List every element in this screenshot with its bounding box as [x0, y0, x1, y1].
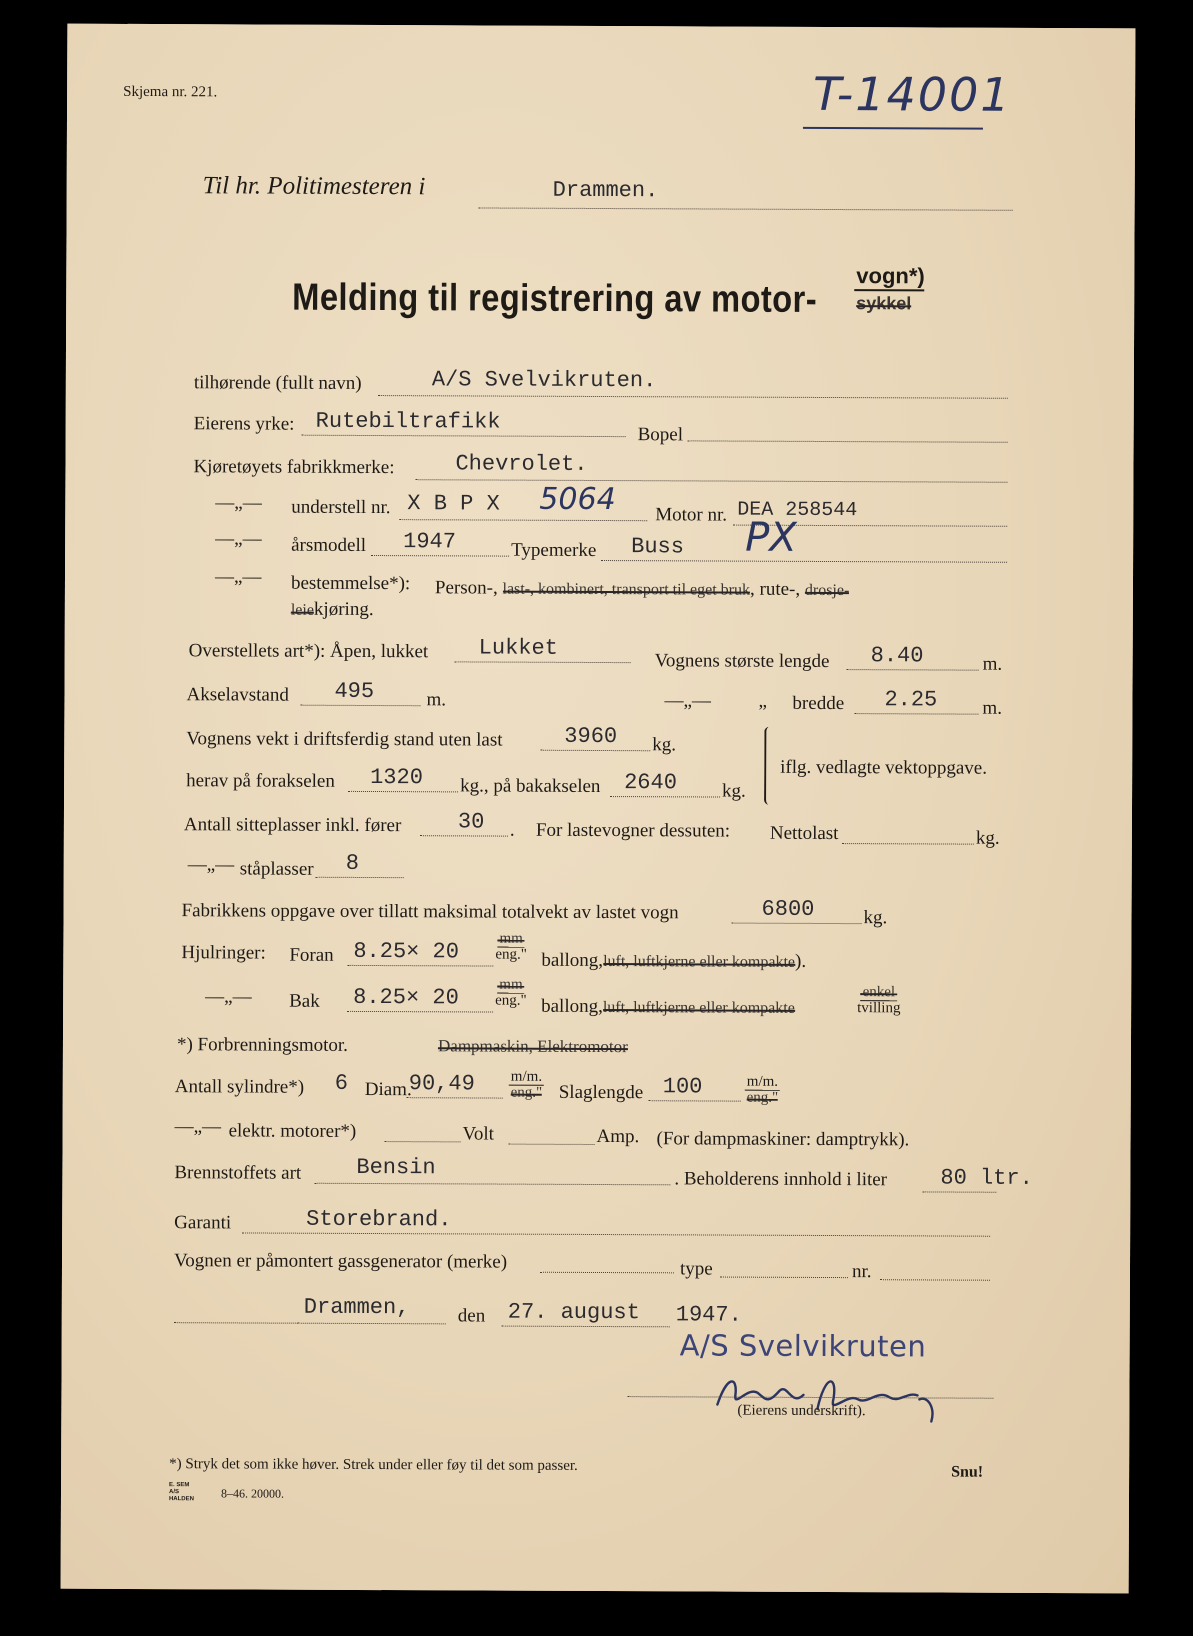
width-quote: „ [758, 690, 767, 712]
signature-den: den [457, 1305, 486, 1327]
steam-label: (For dampmaskiner: damptrykk). [656, 1128, 910, 1151]
diameter-label: Diam. [364, 1078, 412, 1101]
type-handwritten: PX [745, 514, 797, 561]
owner-name-label: tilhørende (fullt navn) [193, 372, 362, 394]
tires-rear-balloon: ballong,luft, luftkjerne eller kompakte [541, 995, 795, 1018]
model-year-value: 1947 [403, 529, 457, 555]
tires-front-line [347, 965, 493, 967]
tires-rear-line [347, 1011, 493, 1013]
tires-rear-value: 8.25× 20 [353, 984, 459, 1011]
front-axle-label: herav på forakselen [186, 770, 335, 792]
motor-label: Motor nr. [655, 504, 728, 526]
seats-value: 30 [457, 809, 485, 835]
front-axle-value: 1320 [370, 765, 423, 791]
tires-twin: $\frac{\text{enkel}}{\text{tvilling}}$ [857, 984, 901, 1017]
volt-line [385, 1141, 461, 1142]
form-page: Skjema nr. 221. T-14001 Til hr. Politimesteren i Drammen. Melding til registrering av motor- vogn*) sykkel tilhørende (fullt navn) A/S Svelvikruten. Eierens yrke: Rutebiltrafikk Bopel Kjøretøyets fabrikkmerke: Chevrolet. —„— understell nr. X B P X 5064 Motor nr. DEA 258544 —„— årsmodell 1947 Typemerke Buss PX —„— bestemmelse*): Person-, last-, kombinert, transport til eget bruk, rute-, drosje- leiekjøring. Overstellets art*): Åpen, lukket Lukket Vognens største lengde 8.40 m. Akselavstand 495 m. —„— „ bredde 2.25 m. Vognens vekt i driftsferdig stand uten last 3960 kg. herav på forakselen 1320 kg., på bakakselen 2640 kg. iflg. vedlagte vektoppgave. Antall sitteplasser inkl. fører 30 . For lastevogner dessuten: Nettolast kg. —„— ståplasser 8 Fabrikkens oppgave over tillatt maksimal totalvekt av lastet vogn 6800 kg. Hjulringer: Foran 8.25× 20 $\frac{mm}{\text{eng."}}$ ballong,luft, luftkjerne eller kompakte). —„— Bak 8.25× 20 $\frac{mm}{\text{eng."}}$ ballong,luft, luftkjerne eller kompakte $\frac{\text{enkel}}{\text{tvilling}}$ *) Forbrenningsmotor. Dampmaskin, Elektromotor Antall sylindre*) 6 Diam. 90,49 $\frac{m/m.}{\text{eng."}}$ Slaglengde 100 $\frac{m/m.}{\text{eng."}}$ —„— elektr. motorer*) Volt Amp. (For dampmaskiner: damptrykk). Brennstoffets art Bensin . Beholderens innhold i liter 80 ltr. Garanti Storebrand. Vognen er påmontert gassgenerator (merke) type nr. Drammen, den 27. august 1947. A/S Svelvikruten (Eierens underskrift). *) Stryk det som ikke høver. Strek under eller føy til det som passer. Snu! E. SEM A/S HALDEN 8–46. 20000. [61, 24, 1136, 1594]
engine-label: *) Forbrenningsmotor. [176, 1034, 349, 1056]
length-value: 8.40 [870, 643, 924, 669]
seats-label: Antall sitteplasser inkl. fører [183, 814, 402, 837]
width-line [854, 713, 978, 715]
standing-label: ståplasser [239, 858, 314, 880]
stroke-unit: $\frac{m/m.}{\text{eng."}}$ [746, 1073, 779, 1106]
net-load-line [842, 843, 974, 845]
tires-rear-struck: luft, luftkjerne eller kompakte [602, 999, 795, 1017]
purpose-ditto: —„— [214, 566, 262, 588]
footer-note: *) Stryk det som ikke høver. Strek under eller føy til det som passer. [169, 1456, 578, 1474]
chassis-handwritten: 5064 [539, 481, 616, 518]
tank-line [922, 1191, 996, 1192]
volt-label: Volt [462, 1123, 494, 1145]
rear-axle-line [610, 796, 720, 797]
make-value: Chevrolet. [455, 451, 588, 477]
fuel-label: Brennstoffets art [174, 1162, 302, 1184]
addressee-line [479, 207, 1013, 210]
motor-value: DEA 258544 [737, 498, 858, 523]
signature-place: Drammen, [303, 1294, 410, 1321]
gas-type-label: type [679, 1258, 713, 1280]
signature-year: 1947. [675, 1302, 742, 1328]
owner-stamp: A/S Svelvikruten [679, 1328, 927, 1364]
gas-generator-label: Vognen er påmontert gassgenerator (merke) [173, 1250, 508, 1273]
insurance-value: Storebrand. [306, 1206, 452, 1233]
type-value: Buss [631, 534, 685, 560]
tires-rear-label: Bak [289, 990, 320, 1012]
make-line [415, 479, 1007, 483]
standing-line [316, 877, 404, 878]
tank-value: 80 ltr. [940, 1165, 1033, 1191]
amp-label: Amp. [596, 1125, 640, 1148]
model-year-ditto: —„— [215, 528, 262, 550]
chassis-line [399, 519, 647, 521]
tires-front-value: 8.25× 20 [353, 938, 460, 965]
rear-axle-label: kg., på bakakselen [460, 775, 601, 798]
max-weight-unit: kg. [863, 907, 888, 929]
empty-weight-value: 3960 [564, 723, 618, 750]
purpose-route: , rute-, [749, 578, 801, 600]
purpose-person: Person-, [434, 577, 498, 599]
width-value: 2.25 [884, 687, 938, 713]
wheelbase-label: Akselavstand [186, 684, 289, 706]
net-load-label: Nettolast [769, 822, 839, 845]
purpose-label: bestemmelse*): [290, 572, 411, 595]
stroke-value: 100 [662, 1074, 703, 1100]
signature-caption: (Eierens underskrift). [737, 1402, 866, 1420]
tires-front-struck: luft, luftkjerne eller kompakte [603, 953, 796, 971]
occupation-value: Rutebiltrafikk [315, 408, 501, 435]
chassis-ditto: —„— [215, 492, 262, 514]
title-fraction-bar [854, 289, 924, 291]
date-line [502, 1326, 670, 1328]
tank-label: . Beholderens innhold i liter [674, 1168, 888, 1191]
max-weight-line [731, 923, 861, 925]
tires-front-label: Foran [289, 944, 334, 966]
printer-mark: E. SEM A/S HALDEN [168, 1482, 194, 1503]
purpose-struck-options: last-, kombinert, transport til eget bruk [502, 580, 751, 599]
gas-type-line [720, 1277, 848, 1279]
width-unit: m. [982, 697, 1003, 719]
length-unit: m. [982, 653, 1003, 675]
engine-struck: Dampmaskin, Elektromotor [437, 1036, 628, 1057]
amp-line [509, 1144, 595, 1145]
tires-front-balloon: ballong,luft, luftkjerne eller kompakte). [541, 949, 807, 972]
addressee-label: Til hr. Politimesteren i [202, 172, 426, 201]
model-year-line [371, 555, 509, 557]
front-axle-line [348, 791, 458, 792]
cargo-label: For lastevogner dessuten: [535, 819, 731, 842]
rear-axle-value: 2640 [624, 770, 677, 796]
place-pre-line [174, 1322, 298, 1324]
insurance-line [242, 1232, 990, 1236]
owner-name-value: A/S Svelvikruten. [431, 367, 657, 394]
title-kind-sykkel-struck: sykkel [856, 293, 912, 314]
title-kind-vogn: vogn*) [856, 263, 925, 289]
purpose-kjoring: kjøring. [313, 598, 374, 621]
empty-weight-line [540, 750, 650, 751]
wheelbase-unit: m. [426, 689, 447, 711]
electric-ditto: —„— [174, 1116, 222, 1138]
gas-nr-line [880, 1279, 990, 1280]
stroke-line [649, 1100, 741, 1101]
purpose-struck-leie: leie [290, 601, 314, 619]
place-line [298, 1323, 446, 1325]
addressee-city: Drammen. [552, 177, 659, 204]
handwritten-reference: T-14001 [813, 66, 1012, 122]
empty-weight-label: Vognens vekt i driftsferdig stand uten last [186, 728, 503, 751]
diameter-unit: $\frac{m/m.}{\text{eng."}}$ [510, 1068, 543, 1101]
footer-turn: Snu! [951, 1463, 984, 1481]
wheelbase-value: 495 [334, 678, 375, 705]
signature-date: 27. august [507, 1299, 640, 1326]
stroke-label: Slaglengde [558, 1081, 644, 1104]
occupation-label: Eierens yrke: [193, 413, 295, 435]
type-label: Typemerke [511, 539, 597, 561]
width-ditto: —„— [664, 690, 711, 712]
reference-underline [803, 127, 983, 130]
type-line [601, 560, 1007, 563]
bodywork-label: Overstellets art*): Åpen, lukket [188, 640, 429, 663]
residence-label: Bopel [637, 424, 684, 446]
electric-label: elektr. motorer*) [228, 1120, 357, 1142]
gas-nr-label: nr. [851, 1261, 872, 1283]
empty-weight-unit: kg. [652, 734, 677, 756]
cylinders-value: 6 [334, 1070, 349, 1096]
length-label: Vognens største lengde [654, 650, 830, 673]
length-line [847, 669, 979, 671]
standing-value: 8 [345, 850, 360, 876]
fuel-line [314, 1183, 670, 1186]
purpose-line1 [435, 577, 849, 601]
page-title: Melding til registrering av motor- [292, 276, 818, 321]
gas-generator-line [540, 1272, 674, 1274]
diameter-value: 90,49 [408, 1071, 475, 1097]
residence-line [688, 440, 1008, 442]
max-weight-value: 6800 [761, 896, 815, 922]
cylinders-label: Antall sylindre*) [174, 1076, 305, 1098]
bodywork-line [455, 661, 631, 663]
weight-brace [764, 727, 774, 805]
purpose-line2 [291, 599, 374, 621]
model-year-label: årsmodell [291, 534, 367, 556]
tires-front-unit: $\frac{mm}{\text{eng."}}$ [495, 930, 527, 963]
fuel-value: Bensin [356, 1154, 436, 1181]
form-number: Skjema nr. 221. [123, 83, 218, 101]
owner-name-line [378, 395, 1008, 399]
insurance-label: Garanti [174, 1212, 232, 1234]
make-label: Kjøretøyets fabrikkmerke: [193, 456, 395, 479]
standing-ditto: —„— [187, 854, 235, 876]
max-weight-label: Fabrikkens oppgave over tillatt maksimal totalvekt av lastet vogn [181, 900, 679, 924]
rear-axle-unit: kg. [722, 780, 746, 802]
tires-label: Hjulringer: [181, 942, 266, 964]
print-run: 8–46. 20000. [220, 1486, 285, 1501]
chassis-label: understell nr. [291, 496, 391, 519]
tires-rear-unit: $\frac{mm}{\text{eng."}}$ [495, 976, 527, 1009]
net-load-unit: kg. [975, 827, 1000, 849]
tires-rear-ditto: —„— [205, 986, 252, 1008]
weight-note: iflg. vedlagte vektoppgave. [780, 756, 988, 779]
width-label: bredde [792, 692, 845, 715]
bodywork-value: Lukket [478, 635, 558, 661]
purpose-struck-drosje: drosje- [804, 581, 850, 600]
chassis-typed: X B P X [407, 491, 500, 517]
seats-line [420, 835, 508, 836]
wheelbase-line [300, 705, 420, 707]
diameter-line [407, 1097, 503, 1098]
occupation-line [302, 435, 626, 437]
